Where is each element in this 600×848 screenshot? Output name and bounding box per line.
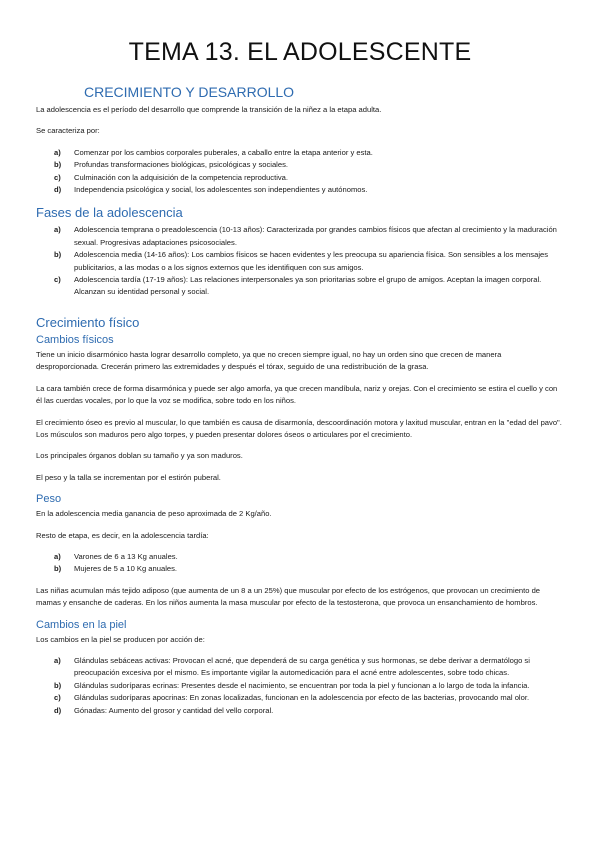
list-item-text: Comenzar por los cambios corporales puberales, a caballo entre la etapa anterior y esta. (74, 147, 373, 157)
list-item (36, 249, 564, 274)
list-marker: c) (54, 693, 61, 703)
list-item-text: Adolescencia tardía (17-19 años): Las relaciones interpersonales ya son prioritarias sobre el grupo de amigos. Aceptan la imagen corporal. Alcanzan su identidad personal y social. (74, 275, 542, 297)
list-marker: b) (54, 250, 62, 260)
list-item-text: Glándulas sudoríparas ecrinas: Presentes desde el nacimiento, se encuentran por toda la piel y funcionan a lo largo de toda la infancia. (74, 680, 530, 690)
weight-intro: En la adolescencia media ganancia de peso aproximada de 2 Kg/año. (36, 509, 272, 519)
list-item-text: Culminación con la adquisición de la competencia reproductiva. (74, 172, 289, 182)
physical-changes-heading: Cambios físicos (36, 333, 114, 346)
list-marker: b) (54, 564, 62, 574)
list-item (36, 551, 564, 563)
list-item-text: Mujeres de 5 a 10 Kg anuales. (74, 564, 178, 574)
list-marker: b) (54, 160, 62, 170)
physical-paragraph: Tiene un inicio disarmónico hasta lograr desarrollo completo, ya que no crecen siempre igual, no hay un orden sino que crecen de manera desproporcionada. Crecerán primero las extremidades y después el tórax, seguido de una redistribución de la grasa. (36, 349, 502, 372)
list-item (36, 172, 564, 184)
skin-list (36, 655, 564, 717)
list-marker: b) (54, 680, 62, 690)
document-body (36, 104, 564, 726)
list-marker: d) (54, 705, 62, 715)
growth-heading: Crecimiento físico (36, 314, 140, 330)
list-item (36, 147, 564, 159)
list-item (36, 274, 564, 299)
list-item (36, 159, 564, 171)
list-marker: a) (54, 225, 61, 235)
characteristics-list (36, 147, 564, 197)
list-item (36, 680, 564, 692)
phases-heading: Fases de la adolescencia (36, 205, 183, 221)
list-item (36, 563, 564, 575)
characterized-by-label: Se caracteriza por: (36, 126, 100, 136)
list-item (36, 655, 564, 680)
weight-heading: Peso (36, 493, 62, 506)
list-marker: a) (54, 147, 61, 157)
list-item (36, 692, 564, 704)
list-marker: a) (54, 655, 61, 665)
physical-paragraph: Los principales órganos doblan su tamaño y ya son maduros. (36, 451, 243, 461)
weight-list (36, 551, 564, 576)
phases-list (36, 224, 564, 298)
physical-paragraph: La cara también crece de forma disarmónica y puede ser algo amorfa, ya que crecen mandíbula, nariz y orejas. Con el crecimiento se estira el cuello y con él las cuerdas vocales, por lo que la voz se modifica, sobre todo en los niños. (36, 383, 558, 406)
weight-rest: Resto de etapa, es decir, en la adolescencia tardía: (36, 530, 209, 540)
list-item-text: Varones de 6 a 13 Kg anuales. (74, 551, 178, 561)
weight-closing: Las niñas acumulan más tejido adiposo (que aumenta de un 8 a un 25%) que muscular por efecto de los estrógenos, que provocan un crecimiento de mamas y ensanche de caderas. En los niños aumenta la masa muscular por efecto de la testosterona, que provoca un ensanchamiento de hombros. (36, 585, 541, 608)
list-item (36, 224, 564, 249)
list-marker: d) (54, 185, 62, 195)
list-item-text: Adolescencia media (14-16 años): Los cambios físicos se hacen evidentes y les preocupa su apariencia física. Son sensibles a los mensajes publicitarios, a las modas o a los signos externos que les identifiquen con sus amigos. (74, 250, 549, 272)
list-marker: c) (54, 172, 61, 182)
list-item-text: Profundas transformaciones biológicas, psicológicas y sociales. (74, 160, 288, 170)
section-subtitle: CRECIMIENTO Y DESARROLLO (84, 84, 295, 100)
list-item-text: Glándulas sudoríparas apocrinas: En zonas localizadas, funcionan en la adolescencia por efecto de las bacterias, provocando mal olor. (74, 693, 530, 703)
physical-paragraph: El crecimiento óseo es previo al muscular, lo que también es causa de disarmonía, descoordinación motora y laxitud muscular, entran en la "edad del pavo". Los músculos son maduros pero algo torpes, y pueden presentar dolores óseos o articulares por el crecimiento. (36, 417, 562, 439)
list-item-text: Glándulas sebáceas activas: Provocan el acné, que dependerá de su carga genética y sus hormonas, se debe derivar a dermatólogo si preocupación excesiva por el mismo. Es importante vigilar la automedicación para el acné entre adolescentes, sobre todo chicas. (74, 655, 530, 678)
list-item-text: Independencia psicológica y social, los adolescentes son independientes y autónomos. (74, 185, 368, 195)
list-marker: c) (54, 275, 61, 285)
physical-paragraph: El peso y la talla se incrementan por el estirón puberal. (36, 472, 221, 482)
list-item-text: Adolescencia temprana o preadolescencia (10-13 años): Caracterizada por grandes cambios físicos que afectan al crecimiento y la maduración sexual. Progresivas adaptaciones psicosociales. (74, 225, 557, 247)
list-item (36, 705, 564, 717)
page-title: TEMA 13. EL ADOLESCENTE (128, 38, 472, 66)
intro-paragraph: La adolescencia es el período del desarrollo que comprende la transición de la niñez a la etapa adulta. (36, 105, 382, 114)
skin-heading: Cambios en la piel (36, 618, 127, 631)
list-item-text: Gónadas: Aumento del grosor y cantidad del vello corporal. (74, 705, 274, 715)
list-marker: a) (54, 551, 61, 561)
skin-intro: Los cambios en la piel se producen por acción de: (36, 634, 205, 644)
list-item (36, 184, 564, 196)
